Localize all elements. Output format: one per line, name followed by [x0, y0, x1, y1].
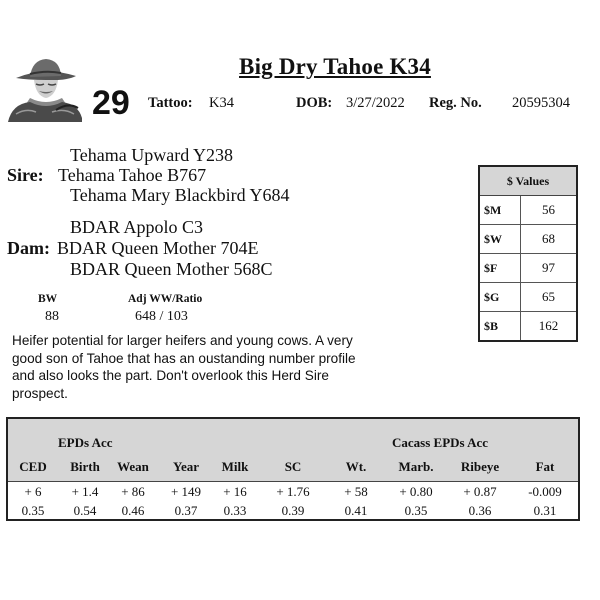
dob-value: 3/27/2022 [346, 95, 405, 111]
epd-accuracy: 0.31 [533, 503, 557, 518]
dollar-value-label: $M [484, 203, 502, 217]
epd-accuracy: 0.46 [121, 503, 145, 518]
dollar-value-number: 97 [520, 254, 576, 282]
bw-value: 88 [45, 309, 59, 324]
sire-name: Tehama Tahoe B767 [58, 165, 207, 185]
tattoo-value: K34 [209, 95, 234, 111]
sire-dam: Tehama Mary Blackbird Y684 [70, 185, 290, 205]
epd-value: + 149 [170, 484, 202, 499]
lot-number: 29 [92, 84, 130, 122]
sire-sire: Tehama Upward Y238 [70, 145, 234, 165]
dollar-value-label: $W [484, 232, 502, 246]
epd-accuracy: 0.41 [344, 503, 368, 518]
epd-column-header: Fat [535, 459, 555, 474]
epd-column-header: Birth [70, 459, 100, 474]
epd-value: -0.009 [528, 484, 562, 499]
dollar-value-row [480, 282, 576, 311]
epd-value: + 0.80 [399, 484, 433, 499]
epd-column-header: Marb. [398, 459, 434, 474]
dam-dam: BDAR Queen Mother 568C [70, 259, 273, 279]
epd-column-header: Wean [117, 459, 149, 474]
epd-column-header: CED [19, 459, 47, 474]
epd-column-header: Year [173, 459, 199, 474]
epd-accuracy: 0.37 [174, 503, 198, 518]
dollar-value-row [480, 253, 576, 282]
dollar-values-title: $ Values [480, 167, 576, 196]
epd-column-header: Wt. [345, 459, 367, 474]
epd-value: + 0.87 [463, 484, 497, 499]
adj-ww-value: 648 / 103 [135, 309, 188, 324]
page-title: Big Dry Tahoe K34 [239, 54, 431, 79]
dollar-value-number: 68 [520, 225, 576, 253]
dam-name: BDAR Queen Mother 704E [57, 238, 259, 258]
epd-accuracy: 0.54 [73, 503, 97, 518]
dollar-value-label: $G [484, 290, 500, 304]
dollar-value-label: $B [484, 319, 499, 333]
epd-value: + 86 [121, 484, 145, 499]
epd-column-header: SC [284, 459, 302, 474]
dollar-value-row [480, 311, 576, 340]
bw-label: BW [38, 293, 58, 305]
epd-column-header: Milk [221, 459, 249, 474]
dollar-value-number: 65 [520, 283, 576, 311]
dollar-value-label: $F [484, 261, 498, 275]
dam-sire: BDAR Appolo C3 [70, 217, 204, 237]
epd-value: + 58 [344, 484, 368, 499]
dam-label: Dam: [7, 238, 50, 258]
epd-column-header: Ribeye [460, 459, 500, 474]
description-text: Heifer potential for larger heifers and young cows. A very good son of Tahoe that has an oustanding number profile and also looks the part. Don't overlook this Herd Sire prospect. [12, 333, 356, 401]
epd-value: + 16 [223, 484, 247, 499]
epd-accuracy: 0.35 [404, 503, 428, 518]
dollar-value-row [480, 196, 576, 224]
dollar-value-number: 56 [520, 196, 576, 224]
epd-value: + 1.4 [71, 484, 99, 499]
epd-accuracy: 0.35 [21, 503, 45, 518]
epd-value: + 1.76 [276, 484, 310, 499]
epd-accuracy: 0.33 [223, 503, 247, 518]
dollar-values-table [478, 165, 578, 342]
epd-table [6, 417, 580, 521]
carcass-group-label: Cacass EPDs Acc [392, 435, 489, 450]
dollar-value-number: 162 [520, 312, 576, 340]
dollar-value-row [480, 224, 576, 253]
epd-group-label: EPDs Acc [58, 435, 113, 450]
sire-label: Sire: [7, 165, 44, 185]
reg-value: 20595304 [512, 95, 570, 111]
dob-label: DOB: [296, 95, 333, 111]
reg-label: Reg. No. [429, 95, 482, 111]
tattoo-label: Tattoo: [148, 95, 193, 111]
adj-ww-label: Adj WW/Ratio [128, 293, 203, 305]
epd-accuracy: 0.36 [468, 503, 492, 518]
epd-value: + 6 [24, 484, 42, 499]
epd-accuracy: 0.39 [281, 503, 305, 518]
